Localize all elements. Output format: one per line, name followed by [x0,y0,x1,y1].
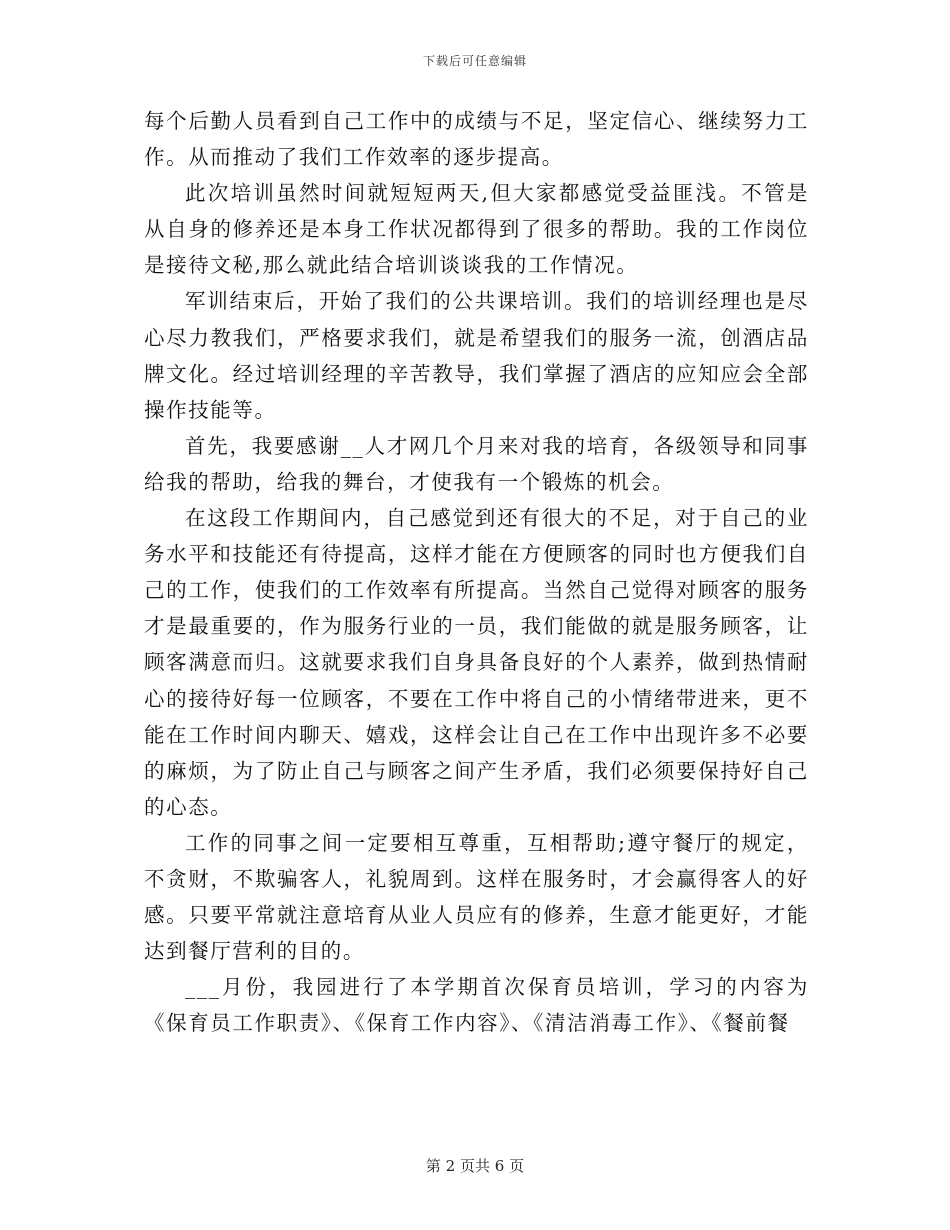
document-body [144,103,809,1041]
paragraph-2: 此次培训虽然时间就短短两天,但大家都感觉受益匪浅。不管是从自身的修养还是本身工作状况都得到了很多的帮助。我的工作岗位是接待文秘,那么就此结合培训谈谈我的工作情况。 [144,181,809,278]
paragraph-6: 工作的同事之间一定要相互尊重，互相帮助;遵守餐厅的规定，不贪财，不欺骗客人，礼貌周到。这样在服务时，才会赢得客人的好感。只要平常就注意培育从业人员应有的修养，生意才能更好，才能达到餐厅营利的目的。 [144,830,809,964]
paragraph-3: 军训结束后，开始了我们的公共课培训。我们的培训经理也是尽心尽力教我们，严格要求我们，就是希望我们的服务一流，创酒店品牌文化。经过培训经理的辛苦教导，我们掌握了酒店的应知应会全部操作技能等。 [144,289,809,422]
paragraph-1: 每个后勤人员看到自己工作中的成绩与不足，坚定信心、继续努力工作。从而推动了我们工作效率的逐步提高。 [144,109,809,170]
page-number: 第 2 页共 6 页 [425,1157,525,1175]
page-header: 下载后可任意编辑 [422,54,527,68]
paragraph-7: ___月份，我园进行了本学期首次保育员培训，学习的内容为《保育员工作职责》、《保育工作内容》、《清洁消毒工作》、《餐前餐 [144,975,809,1036]
paragraph-4: 首先，我要感谢__人才网几个月来对我的培育，各级领导和同事给我的帮助，给我的舞台，才使我有一个锻炼的机会。 [144,433,809,494]
paragraph-5: 在这段工作期间内，自己感觉到还有很大的不足，对于自己的业务水平和技能还有待提高，这样才能在方便顾客的同时也方便我们自己的工作，使我们的工作效率有所提高。当然自己觉得对顾客的服务才是最重要的，作为服务行业的一员，我们能做的就是服务顾客，让顾客满意而归。这就要求我们自身具备良好的个人素养，做到热情耐心的接待好每一位顾客，不要在工作中将自己的小情绪带进来，更不能在工作时间内聊天、嬉戏，这样会让自己在工作中出现许多不必要的麻烦，为了防止自己与顾客之间产生矛盾，我们必须要保持好自己的心态。 [144,506,809,819]
